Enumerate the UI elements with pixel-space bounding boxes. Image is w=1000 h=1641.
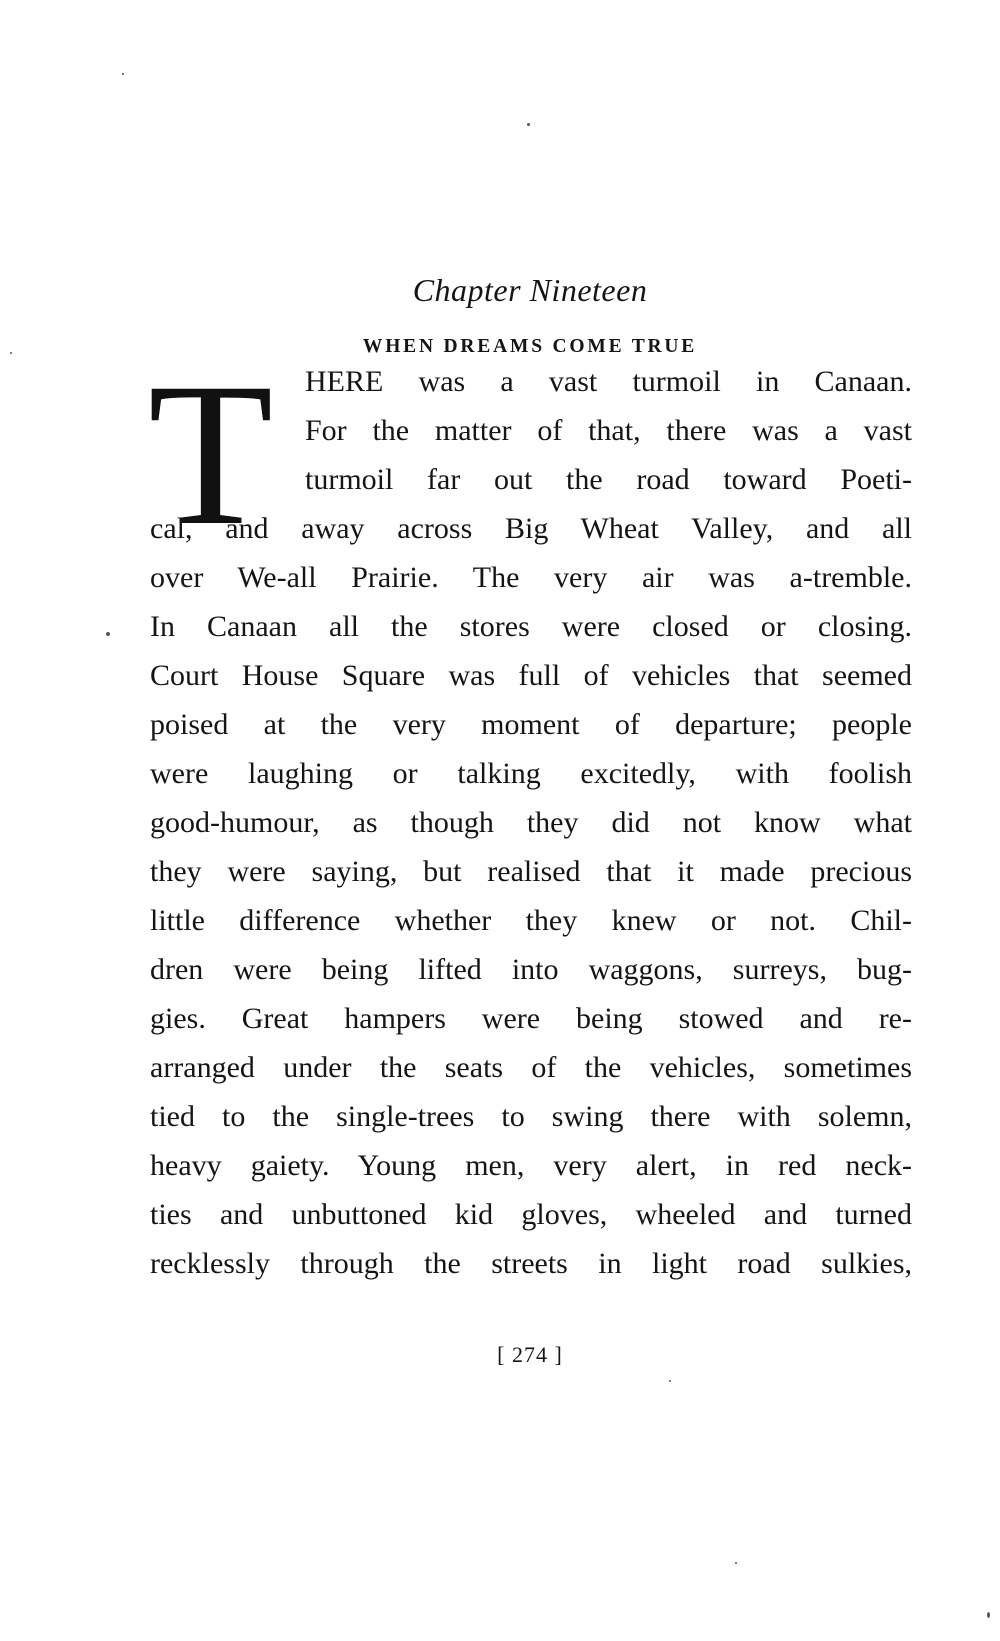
text-line: were laughing or talking excitedly, with foolish (150, 757, 912, 790)
text-line: heavy gaiety. Young men, very alert, in red neck- (150, 1149, 912, 1182)
text-line: over We-all Prairie. The very air was a-tremble. (150, 561, 912, 594)
text-line: little difference whether they knew or not. Chil- (150, 904, 912, 937)
text-line: recklessly through the streets in light road sulkies, (150, 1247, 912, 1280)
text-line: For the matter of that, there was a vast (305, 414, 912, 447)
text-line: In Canaan all the stores were closed or closing. (150, 610, 912, 643)
chapter-subtitle: WHEN DREAMS COME TRUE (362, 336, 698, 357)
page-number: [ 274 ] (497, 1342, 563, 1367)
text-line: turmoil far out the road toward Poeti- (305, 463, 912, 496)
text-line: dren were being lifted into waggons, surreys, bug- (150, 953, 912, 986)
scan-speck (122, 73, 124, 75)
scan-speck (106, 632, 110, 636)
text-line: they were saying, but realised that it made precious (150, 855, 912, 888)
scan-speck (527, 123, 530, 126)
text-line: tied to the single-trees to swing there with solemn, (150, 1100, 912, 1133)
scan-speck (987, 1612, 990, 1618)
text-line: ties and unbuttoned kid gloves, wheeled and turned (150, 1198, 912, 1231)
scan-speck (10, 352, 12, 354)
scan-speck (735, 1562, 737, 1564)
text-line: poised at the very moment of departure; people (150, 708, 912, 741)
text-line: gies. Great hampers were being stowed and re- (150, 1002, 912, 1035)
text-line: HERE was a vast turmoil in Canaan. (305, 365, 912, 398)
drop-cap: T (148, 341, 274, 568)
text-line: cal, and away across Big Wheat Valley, and all (150, 512, 912, 545)
text-line: arranged under the seats of the vehicles, sometimes (150, 1051, 912, 1084)
text-line: good-humour, as though they did not know what (150, 806, 912, 839)
chapter-title: Chapter Nineteen (412, 272, 648, 308)
text-line: Court House Square was full of vehicles that seemed (150, 659, 912, 692)
scan-speck (669, 1380, 671, 1382)
